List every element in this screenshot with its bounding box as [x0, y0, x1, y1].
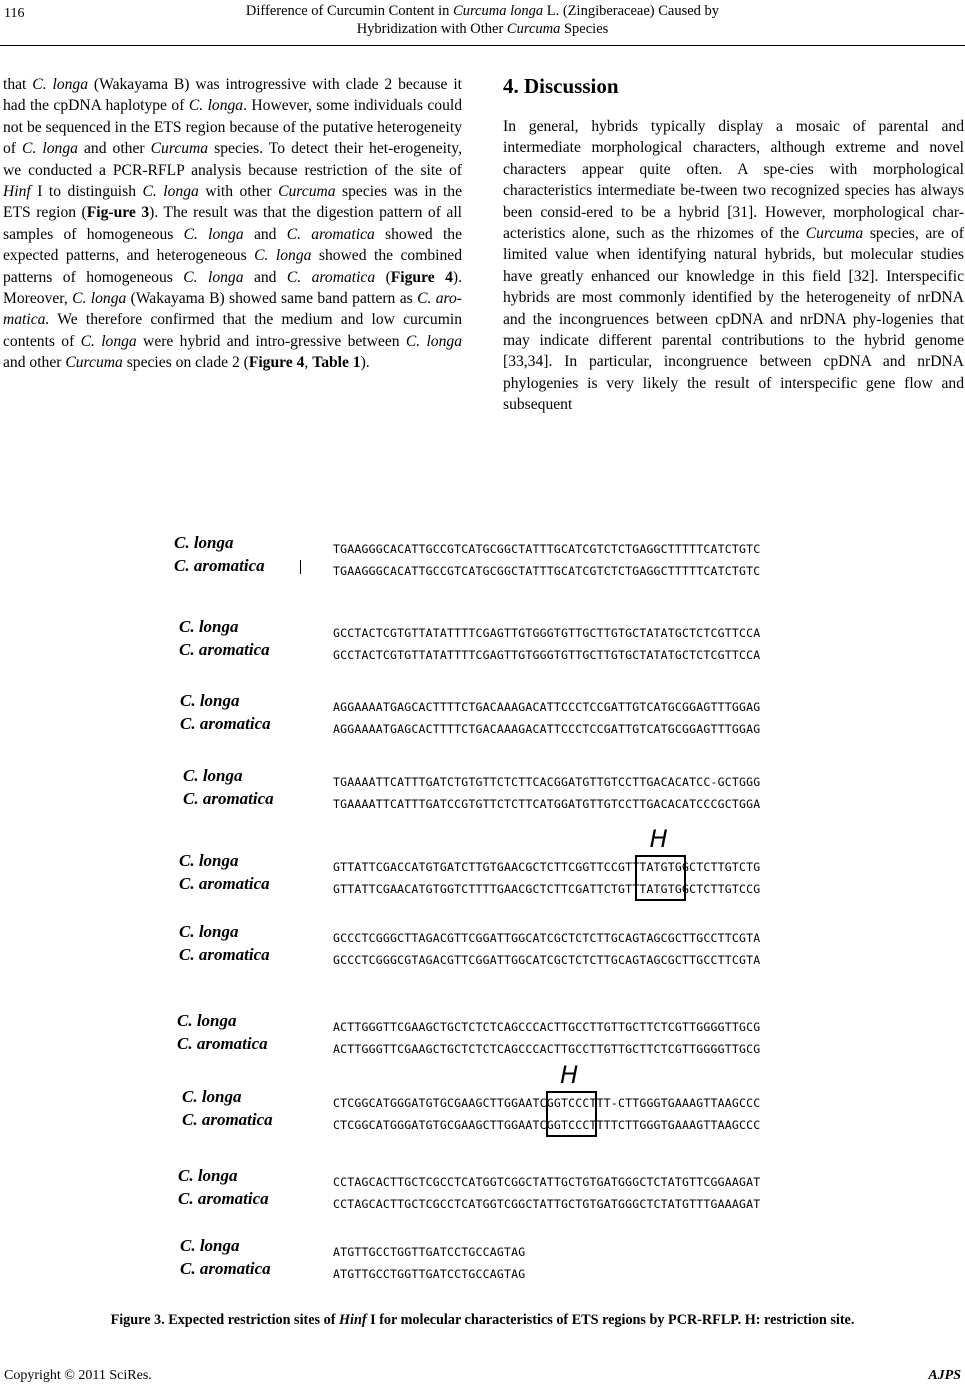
sequence-longa: GTTATTCGACCATGTGATCTTGTGAACGCTCTTCGGTTCCGTTTATGTGGCTCTTGTCTG	[333, 860, 761, 874]
species-label-aromatica: C. aromatica	[179, 945, 270, 964]
left-column	[3, 74, 462, 374]
text-run: C. longa	[142, 183, 199, 201]
text-run: species on clade 2 (	[122, 354, 249, 372]
text-run: C. longa	[188, 97, 244, 115]
species-label-aromatica: C. aromatica	[179, 874, 270, 893]
text-run: C. aro-matica.	[3, 290, 462, 329]
text-run: species, are of limited value when identifying natural hybrids, but molecular studies have greatly enhanced our knowledge in this field [32]. Interspecific hybrids are most commonly identified by the heterogeneity of nrDNA and the incongruences between cpDNA and nrDNA phy-logenies that may indicate different parental contributions to the hybrid genome [33,34]. In particular, incongruence between cpDNA and nrDNA phylogenies is very likely the result of interspecific gene flow and subsequent	[503, 225, 964, 414]
text-run: Curcuma	[65, 354, 123, 372]
sequence-alignment-figure	[160, 533, 880, 1303]
restriction-site-marker: H	[649, 825, 668, 853]
journal-name: AJPS	[928, 1368, 961, 1383]
species-label-longa: C. longa	[178, 1166, 238, 1185]
text-run: ). The result was that the digestion pattern of all samples of homogeneous	[3, 204, 462, 243]
text-run: . However, some individuals could not be sequenced in the ETS region because of the putative heterogeneity of	[3, 97, 462, 158]
section-heading: 4. Discussion	[503, 74, 619, 98]
text-run: and other	[77, 140, 151, 158]
text-run: (	[375, 268, 391, 286]
sequence-aromatica: TGAAAATTCATTTGATCCGTGTTCTCTTCATGGATGTTGTCCTTGACACATCCCGCTGGA	[333, 797, 761, 811]
alignment-block	[160, 617, 880, 665]
species-label-longa: C. longa	[180, 1236, 240, 1255]
sequence-longa: TGAAAATTCATTTGATCTGTGTTCTCTTCACGGATGTTGTCCTTGACACATCC-GCTGGG	[333, 775, 761, 789]
text-run: C. longa	[183, 225, 244, 243]
sequence-longa: ATGTTGCCTGGTTGATCCTGCCAGTAG	[333, 1245, 526, 1259]
text-run: I to distinguish	[30, 183, 143, 201]
alignment-tick	[300, 560, 301, 574]
species-label-aromatica: C. aromatica	[180, 1259, 271, 1278]
text-run: C. longa	[80, 332, 137, 350]
text-run: ).	[360, 354, 370, 372]
text-run: C. aromatica	[286, 268, 376, 286]
sequence-aromatica: GCCCTCGGGCGTAGACGTTCGGATTGGCATCGCTCTCTTGCAGTAGCGCTTGCCTTCGTA	[333, 953, 761, 967]
text-run: C. longa	[32, 76, 89, 93]
alignment-block	[160, 922, 880, 970]
sequence-longa: AGGAAAATGAGCACTTTTCTGACAAAGACATTCCCTCCGATTGTCATGCGGAGTTTGGAG	[333, 700, 761, 714]
text-run: were hybrid and intro-gressive between	[136, 332, 406, 350]
body-paragraph	[3, 74, 462, 374]
text-run: and	[243, 268, 287, 286]
figure-caption: Figure 3. Expected restriction sites of Hinf I for molecular characteristics of ETS regions by PCR-RFLP. H: restriction site.	[110, 1312, 855, 1328]
sequence-aromatica: ATGTTGCCTGGTTGATCCTGCCAGTAG	[333, 1267, 526, 1281]
restriction-site-marker: H	[560, 1061, 579, 1089]
sequence-aromatica: TGAAGGGCACATTGCCGTCATGCGGCTATTTGCATCGTCTCTGAGGCTTTTTCATCTGTC	[333, 564, 761, 578]
text-run: Curcuma	[150, 140, 209, 158]
species-label-longa: C. longa	[179, 922, 239, 941]
running-head	[150, 2, 815, 38]
species-label-longa: C. longa	[180, 691, 240, 710]
sequence-aromatica: CCTAGCACTTGCTCGCCTCATGGTCGGCTATTGCTGTGATGGGCTCTATGTTTGAAAGAT	[333, 1197, 761, 1211]
text-run: C. longa	[183, 268, 244, 286]
text-run: C. longa	[22, 140, 78, 158]
text-run: We therefore confirmed that the medium and low curcumin contents of	[3, 311, 462, 350]
species-label-longa: C. longa	[179, 617, 239, 636]
text-run: Hinf	[3, 183, 31, 201]
text-run: showed the expected patterns, and heterogeneous	[3, 225, 462, 265]
text-run: (Wakayama B) showed same band pattern as	[126, 290, 418, 308]
sequence-aromatica: AGGAAAATGAGCACTTTTCTGACAAAGACATTCCCTCCGATTGTCATGCGGAGTTTGGAG	[333, 722, 761, 736]
header-rule	[0, 45, 965, 46]
text-run: and other	[3, 354, 66, 372]
sequence-longa: GCCCTCGGGCTTAGACGTTCGGATTGGCATCGCTCTCTTGCAGTAGCGCTTGCCTTCGTA	[333, 931, 761, 945]
sequence-longa: GCCTACTCGTGTTATATTTTCGAGTTGTGGGTGTTGCTTGTGCTATATGCTCTCGTTCCA	[333, 626, 761, 640]
text-run: ,	[304, 354, 313, 372]
alignment-block	[160, 1166, 880, 1214]
text-run: Table 1	[312, 354, 361, 372]
species-label-longa: C. longa	[179, 851, 239, 870]
species-label-longa: C. longa	[182, 1087, 242, 1106]
page-number: 116	[4, 6, 25, 21]
species-label-aromatica: C. aromatica	[179, 640, 270, 659]
species-label-aromatica: C. aromatica	[174, 556, 265, 575]
alignment-block	[160, 766, 880, 814]
running-head-line-1: Difference of Curcumin Content in Curcuma longa L. (Zingiberaceae) Caused by	[245, 3, 720, 19]
copyright: Copyright © 2011 SciRes.	[4, 1368, 152, 1383]
species-label-aromatica: C. aromatica	[183, 789, 274, 808]
right-column	[503, 74, 964, 416]
text-run: and	[243, 225, 287, 243]
sequence-longa: TGAAGGGCACATTGCCGTCATGCGGCTATTTGCATCGTCTCTGAGGCTTTTTCATCTGTC	[333, 542, 761, 556]
alignment-block	[160, 851, 880, 899]
text-run: In general, hybrids typically display a mosaic of parental and intermediate morphological characters, although extreme and novel characters appear quite often. A spe-cies with morphological characteristics intermediate be-tween two recognized species has always been consid-ered to be a hybrid [31]. However, morphological char-acteristics alone, such as the rhizomes of the	[503, 118, 964, 243]
text-run: with other	[198, 183, 279, 201]
text-run: that	[3, 76, 33, 93]
alignment-block	[160, 1236, 880, 1284]
sequence-aromatica: ACTTGGGTTCGAAGCTGCTCTCTCAGCCCACTTGCCTTGTTGCTTCTCGTTGGGGTTGCG	[333, 1042, 761, 1056]
sequence-longa: ACTTGGGTTCGAAGCTGCTCTCTCAGCCCACTTGCCTTGTTGCTTCTCGTTGGGGTTGCG	[333, 1020, 761, 1034]
species-label-aromatica: C. aromatica	[180, 714, 271, 733]
species-label-aromatica: C. aromatica	[182, 1110, 273, 1129]
sequence-aromatica: GTTATTCGAACATGTGGTCTTTTGAACGCTCTTCGATTCTGTTTATGTGGCTCTTGTCCG	[333, 882, 761, 896]
restriction-site-box	[635, 855, 686, 901]
alignment-block	[160, 1087, 880, 1135]
restriction-site-box	[546, 1091, 597, 1137]
text-run: Curcuma	[278, 183, 336, 201]
discussion-paragraph	[503, 116, 964, 416]
text-run: showed the combined patterns of homogeneous	[3, 247, 463, 286]
text-run: Figure 4	[248, 354, 305, 372]
alignment-block	[160, 691, 880, 739]
species-label-aromatica: C. aromatica	[178, 1189, 269, 1208]
species-label-longa: C. longa	[174, 533, 234, 552]
text-run: C. longa	[254, 247, 312, 265]
text-run: C. longa	[72, 290, 127, 308]
species-label-longa: C. longa	[177, 1011, 237, 1030]
text-run: Fig-ure 3	[86, 204, 150, 222]
text-run: ). Moreover,	[3, 268, 462, 308]
text-run: species was in the ETS region (	[3, 183, 463, 222]
sequence-longa: CCTAGCACTTGCTCGCCTCATGGTCGGCTATTGCTGTGATGGGCTCTATGTTCGGAAGAT	[333, 1175, 761, 1189]
species-label-longa: C. longa	[183, 766, 243, 785]
alignment-block	[160, 533, 880, 581]
sequence-longa: CTCGGCATGGGATGTGCGAAGCTTGGAATCGGTCCCTTT-CTTGGGTGAAAGTTAAGCCC	[333, 1096, 761, 1110]
sequence-aromatica: GCCTACTCGTGTTATATTTTCGAGTTGTGGGTGTTGCTTGTGCTATATGCTCTCGTTCCA	[333, 648, 761, 662]
text-run: C. longa	[405, 332, 462, 350]
text-run: Figure 4	[390, 268, 453, 286]
running-head-line-2: Hybridization with Other Curcuma Species	[356, 21, 609, 37]
text-run: C. aromatica	[286, 225, 375, 243]
text-run: species. To detect their het-erogeneity, we conducted a PCR-RFLP analysis because restriction of the site of	[3, 140, 462, 179]
text-run: Curcuma	[805, 225, 864, 243]
alignment-block	[160, 1011, 880, 1059]
sequence-aromatica: CTCGGCATGGGATGTGCGAAGCTTGGAATCGGTCCCTTTTCTTGGGTGAAAGTTAAGCCC	[333, 1118, 761, 1132]
text-run: (Wakayama B) was introgressive with clade 2 because it had the cpDNA haplotype of	[3, 76, 462, 115]
species-label-aromatica: C. aromatica	[177, 1034, 268, 1053]
